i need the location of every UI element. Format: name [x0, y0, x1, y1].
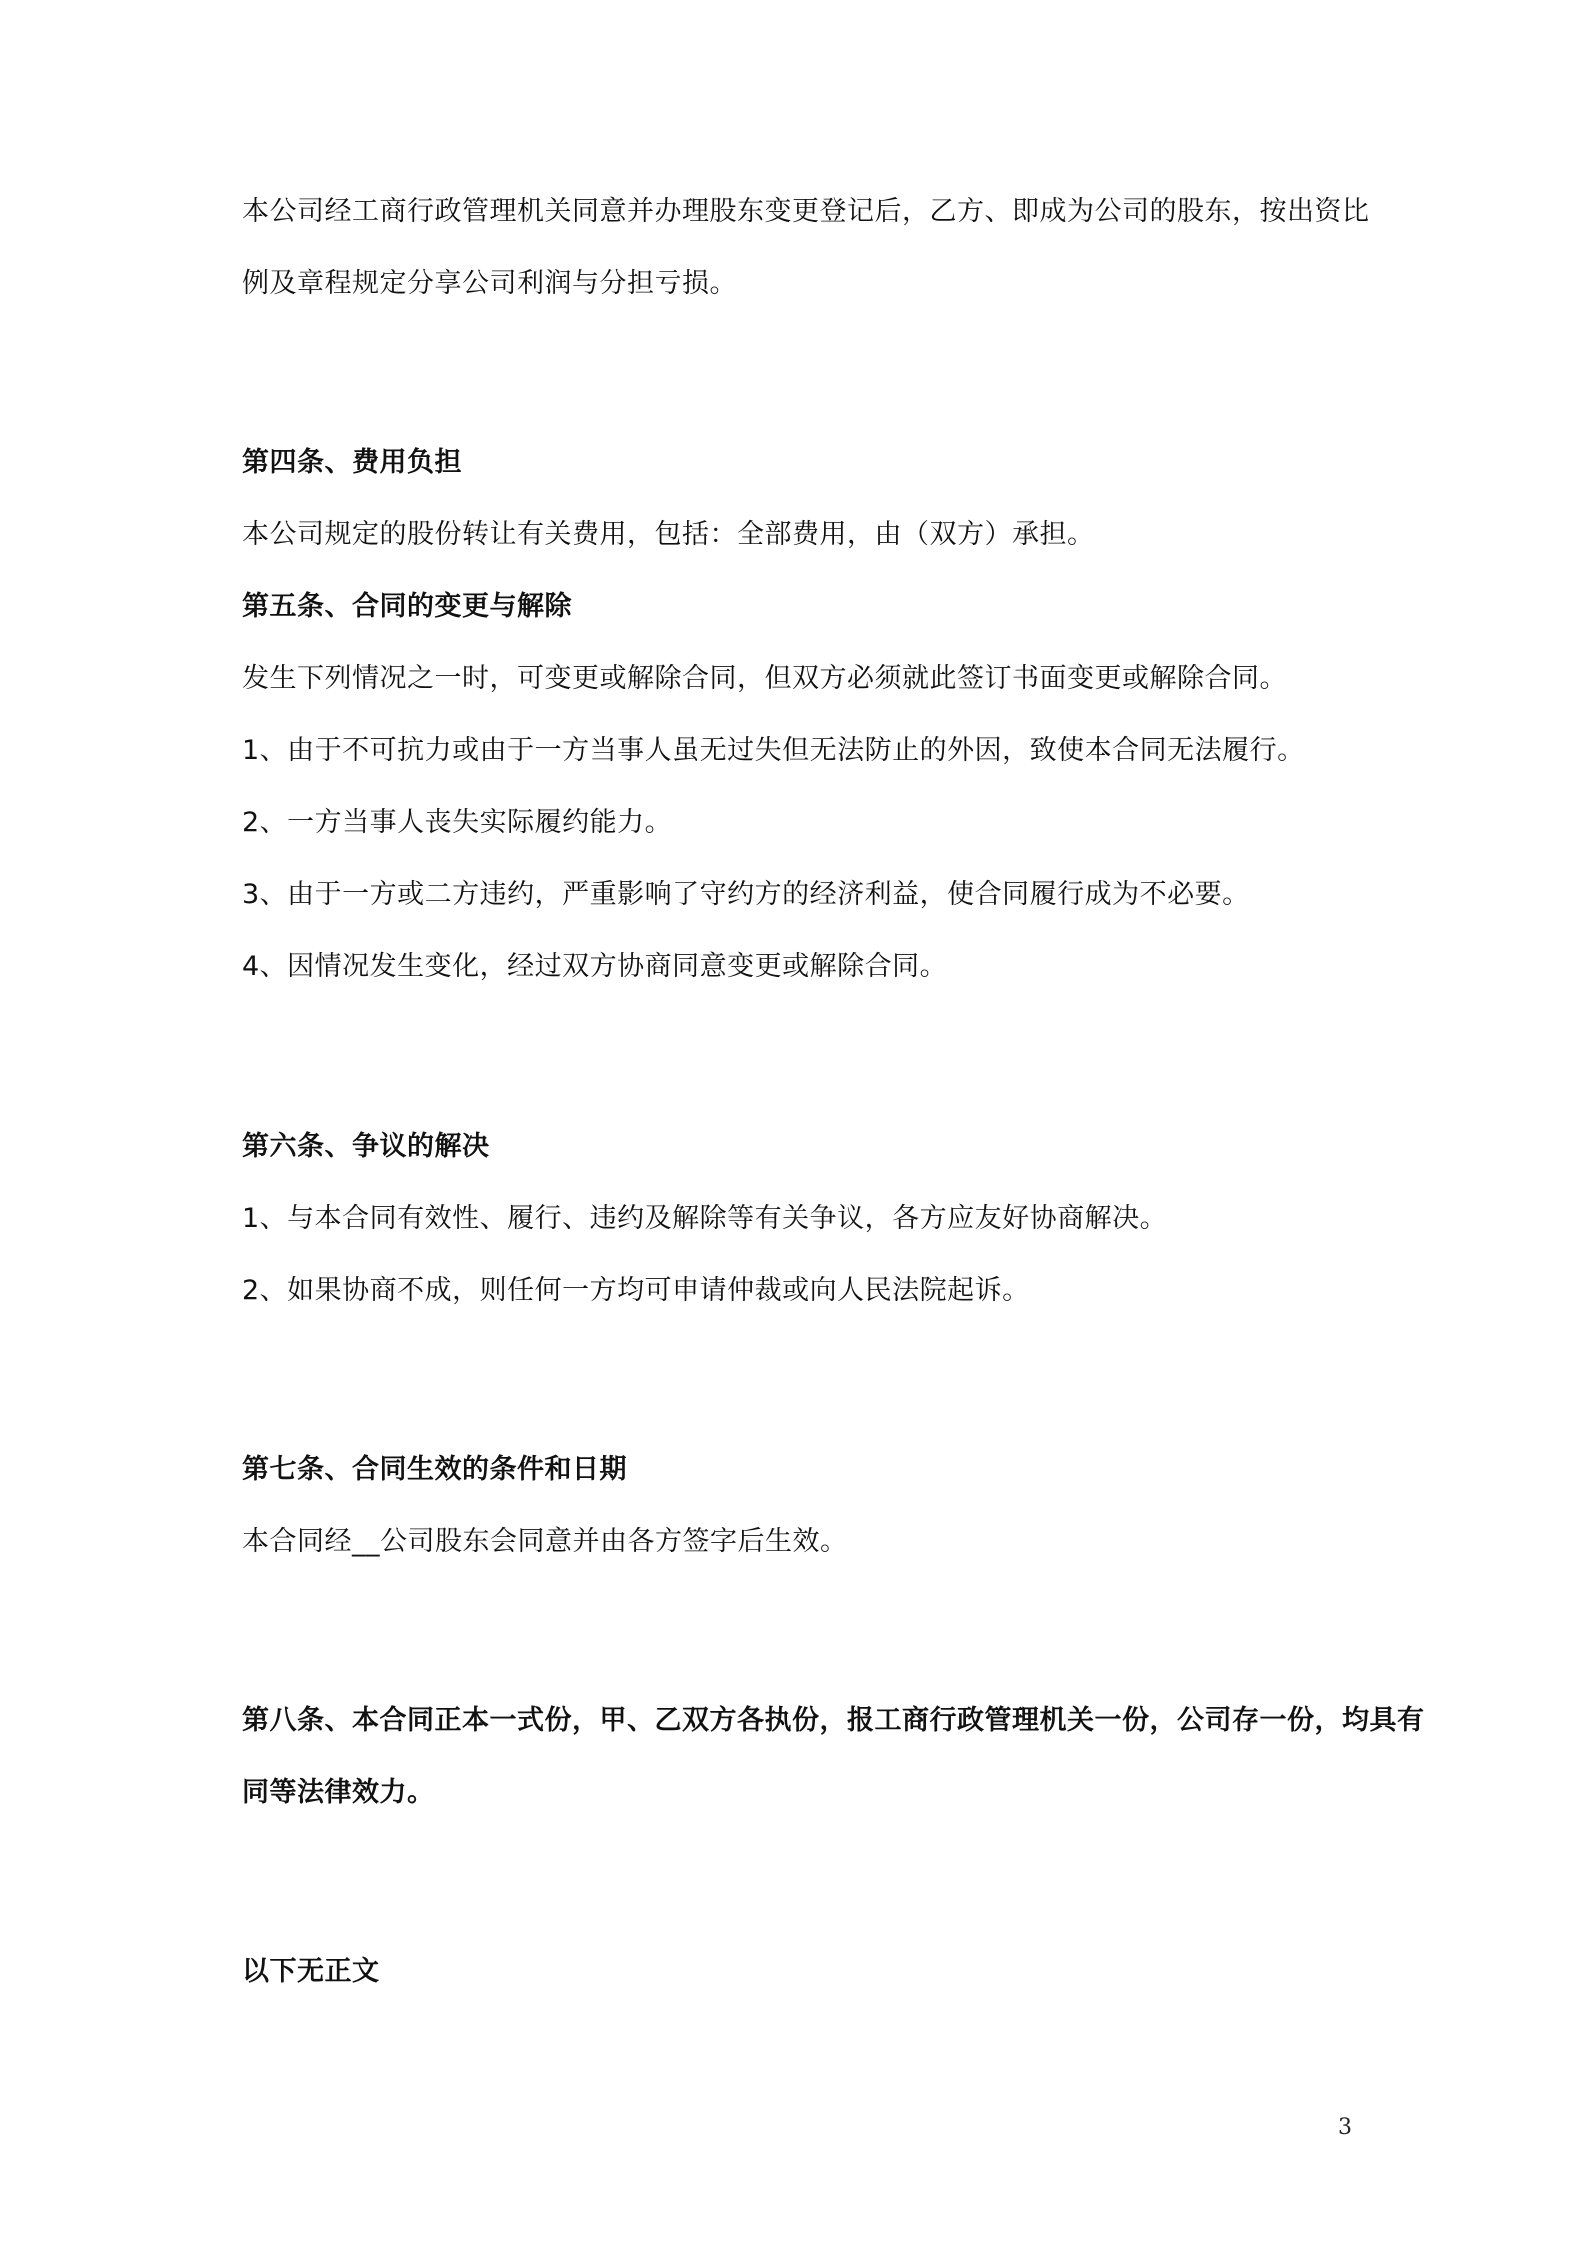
section5-item-4: 4、因情况发生变化，经过双方协商同意变更或解除合同。: [242, 951, 948, 982]
section5-item-3: 3、由于一方或二方违约，严重影响了守约方的经济利益，使合同履行成为不必要。: [242, 879, 1250, 910]
section5-item-1: 1、由于不可抗力或由于一方当事人虽无过失但无法防止的外因，致使本合同无法履行。: [242, 735, 1305, 766]
section6-heading: 第六条、争议的解决: [242, 1131, 490, 1162]
section3-body-line2: 例及章程规定分享公司利润与分担亏损。: [242, 268, 737, 299]
section8-line2: 同等法律效力。: [242, 1777, 435, 1808]
section7-body: 本合同经__公司股东会同意并由各方签字后生效。: [242, 1526, 848, 1557]
section4-body: 本公司规定的股份转让有关费用，包括：全部费用，由（双方）承担。: [242, 519, 1095, 550]
section6-item-1: 1、与本合同有效性、履行、违约及解除等有关争议，各方应友好协商解决。: [242, 1203, 1168, 1234]
page-number: 3: [1338, 2115, 1352, 2140]
section8-line1: 第八条、本合同正本一式份，甲、乙双方各执份，报工商行政管理机关一份，公司存一份，均具有: [242, 1705, 1425, 1736]
section3-body-line1: 本公司经工商行政管理机关同意并办理股东变更登记后，乙方、即成为公司的股东，按出资比: [242, 196, 1370, 227]
closing-text: 以下无正文: [242, 1956, 380, 1987]
section5-intro: 发生下列情况之一时，可变更或解除合同，但双方必须就此签订书面变更或解除合同。: [242, 663, 1287, 694]
section5-heading: 第五条、合同的变更与解除: [242, 591, 572, 622]
section6-item-2: 2、如果协商不成，则任何一方均可申请仲裁或向人民法院起诉。: [242, 1275, 1030, 1306]
section7-heading: 第七条、合同生效的条件和日期: [242, 1454, 627, 1485]
section5-item-2: 2、一方当事人丧失实际履约能力。: [242, 807, 673, 838]
section4-heading: 第四条、费用负担: [242, 447, 462, 478]
